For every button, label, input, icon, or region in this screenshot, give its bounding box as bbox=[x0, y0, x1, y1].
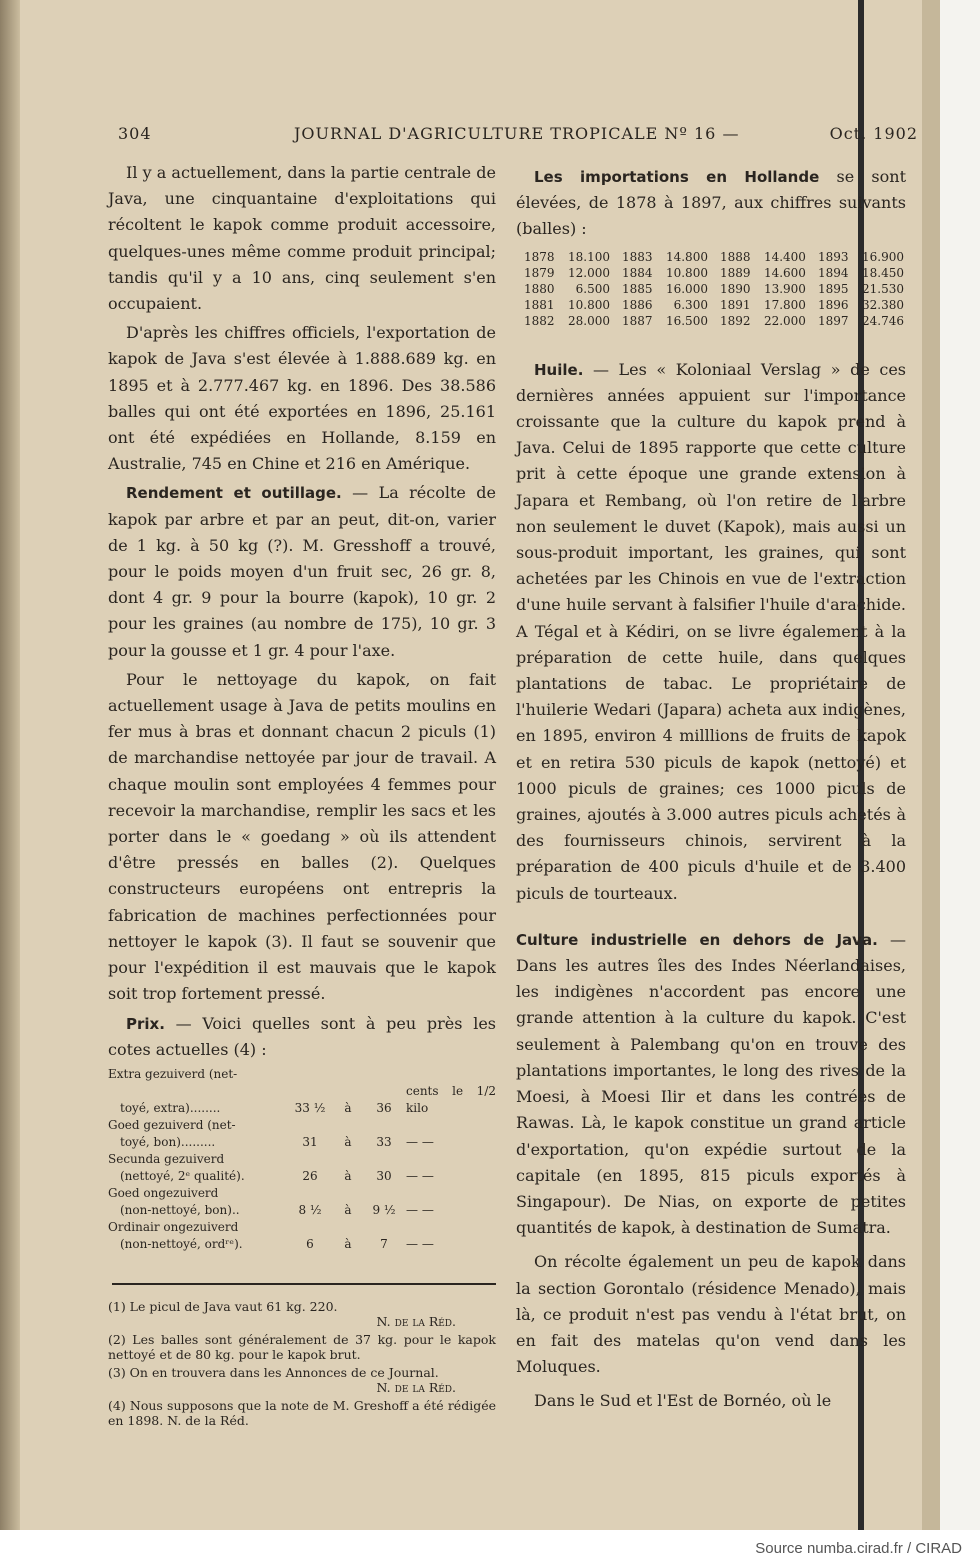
price-sep: à bbox=[344, 1100, 352, 1115]
page-gutter bbox=[0, 0, 20, 1530]
price-low: 31 bbox=[302, 1134, 318, 1149]
price-high: 33 bbox=[376, 1134, 392, 1149]
paragraph: Prix. — Voici quelles sont à peu près les cotes actuelles (4) : bbox=[108, 1013, 496, 1059]
price-unit: — — bbox=[406, 1134, 434, 1149]
imports-bales: 18.100 bbox=[567, 249, 610, 264]
imports-bales: 6.500 bbox=[575, 281, 610, 296]
price-high: 30 bbox=[376, 1168, 392, 1183]
imports-year: 1889 bbox=[719, 265, 751, 280]
price-unit: — — bbox=[406, 1236, 434, 1251]
footnotes bbox=[108, 1299, 496, 1428]
price-row-label bbox=[108, 1185, 496, 1202]
source-credit: Source numba.cirad.fr / CIRAD bbox=[755, 1540, 962, 1557]
imports-row bbox=[522, 249, 914, 265]
section-heading: Rendement et outillage. bbox=[126, 484, 342, 503]
paragraph: Les importations en Hollande se sont élevées, de 1878 à 1897, aux chiffres suivants (balles) : bbox=[516, 167, 906, 239]
price-unit: — — bbox=[406, 1202, 434, 1217]
imports-year: 1885 bbox=[621, 281, 653, 296]
imports-row bbox=[522, 297, 914, 313]
section-heading: Prix. bbox=[126, 1014, 165, 1033]
imports-row bbox=[522, 265, 914, 281]
imports-year: 1887 bbox=[621, 313, 653, 328]
price-grade: Goed gezuiverd (net- bbox=[108, 1117, 236, 1132]
imports-row bbox=[522, 313, 914, 329]
issue-date: Oct. 1902 bbox=[829, 124, 918, 143]
footnote bbox=[108, 1332, 496, 1362]
price-high: 9 ½ bbox=[372, 1202, 396, 1217]
imports-bales: 10.800 bbox=[567, 297, 610, 312]
paragraph: On récolte également un peu de kapok dans la section Gorontalo (résidence Menado), mais là, ce produit n'est pas vendu à l'état brut, on en fait des matelas qu'on vend dans les Moluques. bbox=[516, 1252, 906, 1377]
footnote-signature: N. de la Réd. bbox=[376, 1379, 456, 1395]
price-grade: Goed ongezuiverd bbox=[108, 1185, 219, 1200]
imports-year: 1879 bbox=[524, 265, 555, 280]
imports-year: 1897 bbox=[817, 313, 849, 328]
price-table bbox=[108, 1066, 496, 1253]
price-grade-detail: toyé, bon)......... bbox=[120, 1134, 216, 1149]
price-low: 8 ½ bbox=[298, 1202, 322, 1217]
paragraph: Rendement et outillage. — La récolte de kapok par arbre et par an peut, dit-on, varier de 1 kg. à 50 kg (?). M. Gresshoff a trouvé, pour le poids moyen d'un fruit sec, 26 gr. 8, dont 4 gr. 9 pour la bourre (kapok), 10 gr. 2 pour les graines (au nombre de 175), 10 gr. 3 pour la gousse et 1 gr. 4 pour l'axe. bbox=[108, 483, 496, 660]
price-row bbox=[108, 1236, 496, 1253]
imports-bales: 17.800 bbox=[763, 297, 806, 312]
imports-year: 1896 bbox=[817, 297, 849, 312]
price-row bbox=[108, 1202, 496, 1219]
price-row-label bbox=[108, 1219, 496, 1236]
price-sep: à bbox=[344, 1236, 352, 1251]
price-sep: à bbox=[344, 1168, 352, 1183]
price-grade-detail: (non-nettoyé, ordʳᵉ). bbox=[120, 1236, 243, 1251]
imports-bales: 16.900 bbox=[862, 249, 904, 264]
imports-year: 1880 bbox=[524, 281, 555, 296]
imports-bales: 16.500 bbox=[665, 313, 708, 328]
right-column bbox=[516, 164, 906, 1418]
footnote-signature: N. de la Réd. bbox=[376, 1313, 456, 1329]
paragraph: Il y a actuellement, dans la partie centrale de Java, une cinquantaine d'exploitations qui récoltent le kapok comme produit accessoire, quelques-unes même comme produit principal; tandis qu'il y a 10 ans, cinq seulement s'en occupaient. bbox=[108, 163, 496, 314]
imports-year: 1891 bbox=[719, 297, 751, 312]
price-unit: cents le 1/2 kilo bbox=[406, 1083, 496, 1115]
price-grade-detail: (non-nettoyé, bon).. bbox=[120, 1202, 240, 1217]
imports-year: 1892 bbox=[719, 313, 751, 328]
imports-bales: 10.800 bbox=[665, 265, 708, 280]
price-row bbox=[108, 1083, 496, 1117]
price-row bbox=[108, 1134, 496, 1151]
imports-year: 1890 bbox=[719, 281, 751, 296]
price-high: 7 bbox=[380, 1236, 388, 1251]
price-row-label bbox=[108, 1117, 496, 1134]
imports-year: 1888 bbox=[719, 249, 751, 264]
page-number: 304 bbox=[118, 124, 152, 143]
price-unit: — — bbox=[406, 1168, 434, 1183]
imports-year: 1886 bbox=[621, 297, 653, 312]
price-grade: Extra gezuiverd (net- bbox=[108, 1066, 238, 1081]
paragraph: Pour le nettoyage du kapok, on fait actuellement usage à Java de petits moulins en fer mus à bras et donnant chacun 2 piculs (1) de marchandise nettoyée par jour de travail. A chaque moulin sont employées 4 femmes pour recevoir la marchandise, remplir les sacs et les porter dans le « goedang » où ils attendent d'être pressés en balles (2). Quelques constructeurs européens ont entrepris la fabrication de machines perfectionnées pour nettoyer le kapok (3). Il faut se souvenir que pour l'expédition il est mauvais que le kapok soit trop fortement pressé. bbox=[108, 669, 496, 1004]
imports-bales: 32.380 bbox=[862, 297, 904, 312]
paragraph: Huile. — Les « Koloniaal Verslag » de ces dernières années appuient sur l'importance croissante que la culture du kapok prend à Java. Celui de 1895 rapporte que cette culture prit à cette époque une grande extension à Japara et Rembang, où l'on retire de l'arbre non seulement le duvet (Kapok), mais aussi un sous-produit important, les graines, qui sont achetées par les Chinois en vue de l'extraction d'une huile servant à falsifier l'huile d'arachide. A Tégal et à Kédiri, on se livre également à la préparation de cette huile, dans quelques plantations de tabac. Le propriétaire de l'huilerie Wedari (Japara) acheta aux indigènes, en 1895, environ 4 milllions de fruits de kapok et en retira 530 piculs de kapok (nettoyé) et 1000 piculs de graines; ces 1000 piculs de graines, ajoutés à 3.000 autres piculs achetés à des fournisseurs chinois, servirent à la préparation de 400 piculs d'huile et de 3.400 piculs de tourteaux. bbox=[516, 359, 906, 903]
section-heading: Les importations en Hollande bbox=[534, 168, 820, 186]
footnote bbox=[108, 1398, 496, 1428]
footnote bbox=[108, 1299, 496, 1329]
footnote-text: (3) On en trouvera dans les Annonces de ce Journal. bbox=[108, 1364, 439, 1380]
price-sep: à bbox=[344, 1202, 352, 1217]
price-grade: Ordinair ongezuiverd bbox=[108, 1219, 239, 1234]
imports-year: 1882 bbox=[524, 313, 555, 328]
price-row-label bbox=[108, 1151, 496, 1168]
price-low: 26 bbox=[302, 1168, 318, 1183]
imports-bales: 21.530 bbox=[862, 281, 904, 296]
imports-bales: 22.000 bbox=[763, 313, 806, 328]
footnote-rule bbox=[112, 1283, 496, 1285]
imports-bales: 14.800 bbox=[665, 249, 708, 264]
imports-bales: 24.746 bbox=[862, 313, 904, 328]
price-grade-detail: (nettoyé, 2ᵉ qualité). bbox=[120, 1168, 245, 1183]
price-grade-detail: toyé, extra)........ bbox=[120, 1100, 221, 1115]
imports-bales: 6.300 bbox=[673, 297, 708, 312]
paragraph: D'après les chiffres officiels, l'exportation de kapok de Java s'est élevée à 1.888.689 kg. en 1895 et à 2.777.467 kg. en 1896. Des 38.586 balles qui ont été exportées en 1896, 25.161 ont été expédiées en Hollande, 8.159 en Australie, 745 en Chine et 216 en Amérique. bbox=[108, 323, 496, 474]
price-high: 36 bbox=[376, 1100, 392, 1115]
footnote-text: (4) Nous supposons que la note de M. Greshoff a été rédigée en 1898. N. de la Réd. bbox=[108, 1397, 496, 1428]
imports-bales: 12.000 bbox=[567, 265, 610, 280]
price-grade: Secunda gezuiverd bbox=[108, 1151, 225, 1166]
imports-year: 1893 bbox=[817, 249, 849, 264]
imports-bales: 14.600 bbox=[763, 265, 806, 280]
imports-year: 1878 bbox=[524, 249, 555, 264]
imports-bales: 18.450 bbox=[862, 265, 904, 280]
footnote bbox=[108, 1365, 496, 1395]
imports-year: 1881 bbox=[524, 297, 555, 312]
price-row-label bbox=[108, 1066, 496, 1083]
paragraph: Culture industrielle en dehors de Java. — Dans les autres îles des Indes Néerlandaises, les indigènes n'accordent pas encore une grande attention à la culture du kapok. C'est seulement à Palembang qu'on en trouve des plantations importantes, le long des rives de la Moesi, à Moesi Ilir et dans les contrées de Rawas. Là, le kapok constitue un grand article d'exportation, qu'on expédie surtout de la capitale (en 1895, 815 piculs exportés à Singapour). De Nias, on exporte de petites quantités de kapok, à destination de Sumatra. bbox=[516, 929, 906, 1238]
price-sep: à bbox=[344, 1134, 352, 1149]
footnote-text: (1) Le picul de Java vaut 61 kg. 220. bbox=[108, 1298, 338, 1314]
imports-bales: 16.000 bbox=[665, 281, 708, 296]
left-column bbox=[108, 160, 496, 1431]
price-low: 6 bbox=[306, 1236, 314, 1251]
imports-row bbox=[522, 281, 914, 297]
imports-year: 1895 bbox=[817, 281, 849, 296]
imports-year: 1894 bbox=[817, 265, 849, 280]
price-low: 33 ½ bbox=[294, 1100, 326, 1115]
paragraph: Dans le Sud et l'Est de Bornéo, où le bbox=[534, 1391, 832, 1411]
price-row bbox=[108, 1168, 496, 1185]
imports-bales: 13.900 bbox=[763, 281, 806, 296]
imports-bales: 28.000 bbox=[567, 313, 610, 328]
imports-bales: 14.400 bbox=[763, 249, 806, 264]
imports-year: 1883 bbox=[621, 249, 653, 264]
section-heading: Culture industrielle en dehors de Java. bbox=[516, 930, 878, 949]
imports-year: 1884 bbox=[621, 265, 653, 280]
imports-table bbox=[522, 249, 914, 329]
journal-title: JOURNAL D'AGRICULTURE TROPICALE Nº 16 — bbox=[294, 124, 740, 143]
section-heading: Huile. bbox=[534, 360, 584, 379]
footnote-text: (2) Les balles sont généralement de 37 kg. pour le kapok nettoyé et de 80 kg. pour le kapok brut. bbox=[108, 1331, 496, 1362]
